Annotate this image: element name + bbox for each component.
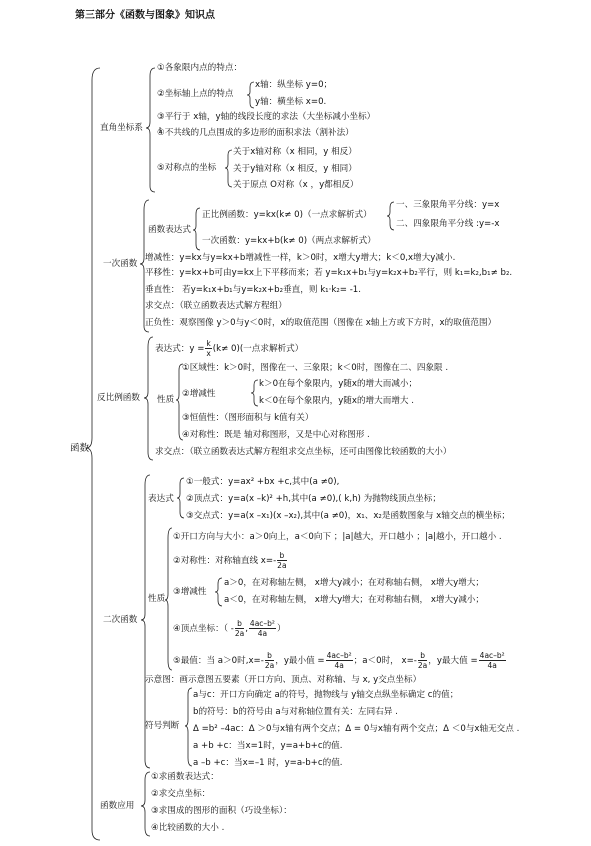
linear-general: 一次函数：y=kx+b(k≠ 0)（两点求解析式） — [202, 236, 376, 246]
inverse-mono-neg: k＜0在每个象限内，y随x的增大而增大 . — [259, 396, 414, 406]
inverse-nature-brace — [176, 364, 183, 440]
quad-sign-b: b的符号：b的符号由 a与对称轴位置有关：左同右异 . — [193, 707, 398, 717]
coord-axis-brace — [247, 82, 254, 108]
quad-extreme-pre: ⑤最值：当 a＞0时,x=- — [173, 656, 264, 666]
coord-item-4: ④不共线的几点围成的多边形的面积求法（割补法） — [157, 128, 354, 138]
coord-brace — [146, 68, 155, 192]
quad-sign-ac: a与c：开口方向确定 a的符号，抛物线与 y轴交点纵坐标确定 c的值； — [193, 690, 459, 700]
quad-axis-fraction — [277, 551, 286, 570]
quad-extreme-n3: b — [418, 651, 427, 661]
apply-label: 函数应用 — [100, 801, 135, 811]
quad-axis — [173, 551, 288, 570]
linear-perpendicular: 垂直性： 若y=k₁x+b₁与y=k₂x+b₂垂直，则 k₁·k₂= -1. — [145, 285, 361, 295]
quad-extreme-n1: b — [265, 651, 274, 661]
quad-extreme-mid1: ，y最小值 = — [275, 656, 325, 666]
linear-monotonic: 增减性：y=kx与y=kx+b增减性一样，k＞0时，x增大y增大；k＜0,x增大y减小. — [145, 253, 456, 263]
linear-quadrant-24: 二、四象限角平分线 :y=-x — [396, 219, 500, 229]
coord-item-1: ①各象限内点的特点： — [157, 63, 243, 73]
quad-extreme-mid2: ；a＜0时， x=- — [353, 656, 417, 666]
inverse-symmetry: ④对称性：既是 轴对称图形，又是中心对称图形 . — [182, 430, 370, 440]
coord-label: 直角坐标系 — [100, 123, 143, 133]
quad-sign-sum: a +b +c：当x=1时，y=a+b+c的值. — [193, 741, 343, 751]
quad-vertex-n2: 4ac–b² — [249, 619, 275, 628]
apply-item-4: ④比较函数的大小 . — [151, 823, 225, 833]
linear-proportional: 正比例函数：y=kx(k≠ 0)（一点求解析式） — [202, 210, 372, 220]
quad-nature-label: 性质 — [148, 594, 166, 604]
quad-vertex-pre: ④顶点坐标：（ - — [173, 624, 234, 634]
quad-mono-label: ③增减性 — [173, 587, 207, 597]
coord-sym-y: 关于y轴对称（x 相反，y 相同） — [233, 164, 357, 174]
inverse-expr — [155, 339, 303, 358]
quad-general: ①一般式：y=ax² +bx +c,其中(a ≠0), — [186, 477, 340, 487]
quad-vertex: ④顶点坐标：（ - $\frac{b}{2a}$ , $\frac{\text{4ac–b²}}{4a}$ ） — [173, 619, 286, 638]
quad-extreme-frac1 — [265, 651, 274, 670]
inverse-label: 反比例函数 — [97, 393, 140, 403]
root-label: 函数 — [70, 443, 90, 454]
quad-mono-pos: a＞0，在对称轴左侧， x增大y减小；在对称轴右侧， x增大y增大； — [224, 578, 484, 588]
coord-item-2-x: x轴：纵坐标 y=0； — [255, 80, 333, 90]
inverse-expr-den: x — [206, 349, 211, 358]
apply-item-3: ③求围成的图形的面积（巧设坐标）： — [151, 806, 292, 816]
quad-extreme-d3: 2a — [417, 661, 428, 670]
quad-extreme-d4: 4a — [487, 661, 497, 670]
quad-intercept-form: ③交点式：y=a(x –x₁)(x –x₂),其中(a ≠0)，x₁、x₂是函数图象与 x轴交点的横坐标； — [186, 511, 511, 521]
quad-scheme: 示意图：画示意图五要素（开口方向、顶点、对称轴、与 x, y交点坐标） — [145, 675, 422, 685]
quad-axis-pre: ②对称性：对称轴直线 x=- — [173, 556, 277, 566]
inverse-region: ①区域性：k＞0时，图像在一、三象限；k＜0时，图像在二、四象限 . — [182, 363, 449, 373]
inverse-mono-brace — [251, 380, 258, 406]
coord-item-3: ③平行于 x轴，y轴的线段长度的求法（大坐标减小坐标） — [157, 112, 376, 122]
quad-sign-brace — [185, 688, 192, 766]
inverse-const: ③恒值性：（图形面积与 k值有关） — [182, 413, 314, 423]
coord-item-5: ⑤对称点的坐标 — [157, 163, 217, 173]
quad-extreme-n2: 4ac–b² — [326, 651, 352, 660]
linear-expr-brace — [193, 208, 200, 250]
inverse-expr-pre: 表达式：y = — [155, 344, 205, 354]
quad-extreme-d1: 2a — [264, 661, 275, 670]
quad-extreme-frac2 — [326, 651, 353, 670]
inverse-intersection: 求交点：（联立函数表达式解方程组求交点坐标，还可由图像比较函数的大小） — [155, 447, 452, 457]
linear-quadrant-13: 一、三象限角平分线：y=x — [396, 200, 500, 210]
quad-sign-diff: a –b +c：当x=–1 时，y=a-b+c的值. — [193, 758, 343, 768]
inverse-expr-fraction — [205, 339, 211, 358]
quad-extreme-frac4 — [479, 651, 506, 670]
quad-vertex-frac1 — [235, 619, 244, 638]
linear-shift: 平移性：y=kx+b可由y=kx上下平移而来；若 y=k₁x+b₁与y=k₂x+b₂平行，则 k₁=k₂,b₁≠ b₂. — [145, 268, 513, 278]
linear-q-brace — [387, 202, 394, 230]
quad-vertex-d2: 4a — [257, 629, 268, 638]
quad-extreme — [173, 651, 507, 670]
coord-sym-brace — [225, 150, 232, 187]
root-brace — [86, 68, 100, 840]
apply-brace — [141, 772, 150, 836]
apply-item-2: ②求交点坐标： — [151, 789, 211, 799]
quad-vertex-frac2 — [249, 619, 276, 638]
inverse-brace — [144, 337, 153, 460]
quad-extreme-frac3 — [418, 651, 427, 670]
quad-vertex-d1: 2a — [234, 629, 245, 638]
coord-sym-o: 关于原点 O对称（x ，y都相反） — [233, 180, 359, 190]
quad-sign-delta: Δ =b² –4ac：Δ ＞0与x轴有两个交点；Δ = 0与x轴有两个交点；Δ ＜0与x轴无交点 . — [193, 724, 520, 734]
quad-mono-brace — [215, 578, 222, 606]
coord-item-2-y: y轴：横坐标 x=0. — [255, 97, 327, 107]
quad-axis-den: 2a — [277, 561, 287, 570]
linear-label: 一次函数 — [103, 259, 138, 269]
page-title: 第三部分《函数与图象》知识点 — [75, 10, 215, 21]
quad-axis-num: b — [277, 551, 286, 561]
inverse-mono-pos: k＞0在每个象限内，y随x的增大而减小； — [259, 379, 418, 389]
quad-vertex-form: ②顶点式：y=a(x –k)² +h,其中(a ≠0),( k,h) 为抛物线顶点坐标； — [186, 494, 441, 504]
coord-sym-x: 关于x轴对称（x 相同，y 相反） — [233, 147, 357, 157]
quad-opening: ①开口方向与大小：a＞0向上，a＜0向下 ；|a|越大，开口越小 ；|a|越小，开口越小 . — [173, 532, 502, 542]
linear-expr-label: 函数表达式 — [148, 225, 191, 235]
quad-label: 二次函数 — [103, 615, 138, 625]
coord-item-2: ②坐标轴上点的特点 — [157, 89, 234, 99]
quad-extreme-mid3: ，y最大值 = — [428, 656, 478, 666]
linear-sign: 正负性：观察图像 y＞0与y＜0时，x的取值范围（图像在 x轴上方或下方时，x的取值范围） — [145, 318, 497, 328]
quad-nature-brace — [165, 528, 172, 670]
quad-mono-neg: a＜0，在对称轴左侧， x增大y增大；在对称轴右侧， x增大y减小； — [224, 595, 484, 605]
apply-item-1: ①求函数表达式： — [151, 772, 219, 782]
quad-expr-label: 表达式 — [148, 494, 174, 504]
quad-extreme-n4: 4ac–b² — [479, 651, 505, 660]
linear-brace — [140, 200, 149, 332]
linear-intersection: 求交点：（联立函数表达式解方程组） — [145, 301, 287, 311]
inverse-mono-label: ②增减性 — [182, 389, 216, 399]
inverse-expr-num: k — [206, 339, 211, 348]
inverse-expr-post: (k≠ 0)(一点求解析式） — [212, 344, 304, 354]
quad-sign-label: 符号判断 — [145, 721, 180, 731]
quad-extreme-d2: 4a — [334, 661, 344, 670]
inverse-nature-label: 性质 — [157, 395, 175, 405]
quad-vertex-n1: b — [235, 619, 244, 629]
quad-expr-brace — [177, 478, 184, 518]
